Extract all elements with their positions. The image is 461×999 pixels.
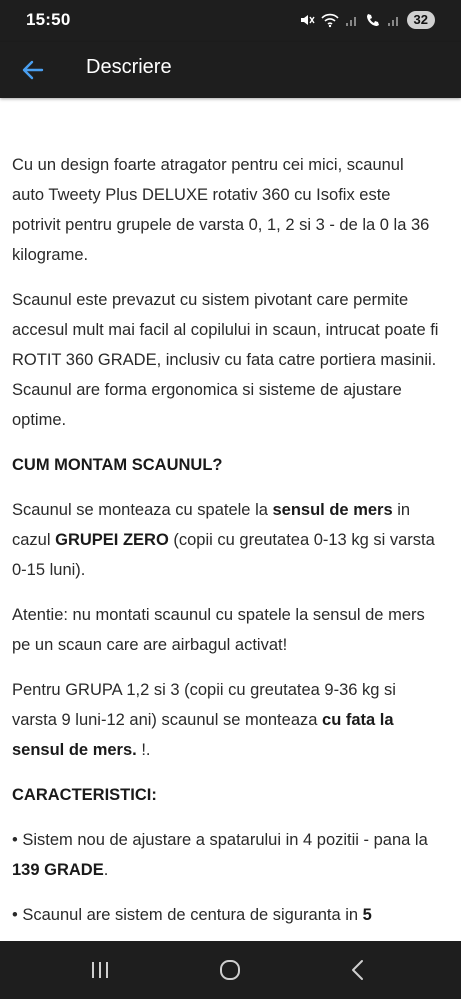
heading-mounting-text: CUM MONTAM SCAUNUL? <box>12 456 223 474</box>
signal-icon <box>387 13 401 27</box>
page-title: Descriere <box>86 56 172 78</box>
system-back-button[interactable] <box>338 955 378 985</box>
back-button[interactable] <box>16 54 50 86</box>
mute-icon <box>299 12 315 28</box>
call-icon <box>365 12 381 28</box>
paragraph-group-zero: Scaunul se monteaza cu spatele la sensul de mers in cazul GRUPEI ZERO (copii cu greutatea 0-13 kg si varsta 0-15 luni). <box>12 501 435 579</box>
wifi-icon <box>321 12 339 28</box>
paragraph-intro: Cu un design foarte atragator pentru cei mici, scaunul auto Tweety Plus DELUXE rotativ 360 cu Isofix este potrivit pentru grupele de varsta 0, 1, 2 si 3 - de la 0 la 36 kilograme. <box>12 156 430 264</box>
back-icon <box>348 959 368 981</box>
paragraph-warning: Atentie: nu montati scaunul cu spatele la sensul de mers pe un scaun care are airbagul activat! <box>12 606 425 654</box>
list-item: • Scaunul are sistem de centura de siguranta in 5 <box>12 906 372 924</box>
paragraph-group-123: Pentru GRUPA 1,2 si 3 (copii cu greutatea 9-36 kg si varsta 9 luni-12 ani) scaunul se monteaza cu fata la sensul de mers. !. <box>12 681 396 759</box>
heading-features-text: CARACTERISTICI: <box>12 786 157 804</box>
signal-icon <box>345 13 359 27</box>
status-icons <box>299 11 435 29</box>
home-icon <box>218 958 242 982</box>
arrow-left-icon <box>21 58 45 82</box>
recent-apps-icon <box>89 960 111 980</box>
heading-mounting <box>12 450 440 480</box>
list-item: • Sistem nou de ajustare a spatarului in 4 pozitii - pana la 139 GRADE. <box>12 831 428 879</box>
heading-features <box>12 780 440 810</box>
recent-apps-button[interactable] <box>80 955 120 985</box>
home-button[interactable] <box>210 955 250 985</box>
paragraph-pivot: Scaunul este prevazut cu sistem pivotant care permite accesul mult mai facil al copilului in scaun, intrucat poate fi ROTIT 360 GRADE, inclusiv cu fata catre portiera masinii. Scaunul are forma ergonomica si sisteme de ajustare optime. <box>12 291 439 429</box>
navigation-bar <box>0 941 461 999</box>
status-time: 15:50 <box>26 10 71 29</box>
app-bar <box>0 42 461 98</box>
battery-icon: 32 <box>407 11 435 29</box>
status-bar <box>0 0 461 42</box>
description-content <box>12 98 440 941</box>
